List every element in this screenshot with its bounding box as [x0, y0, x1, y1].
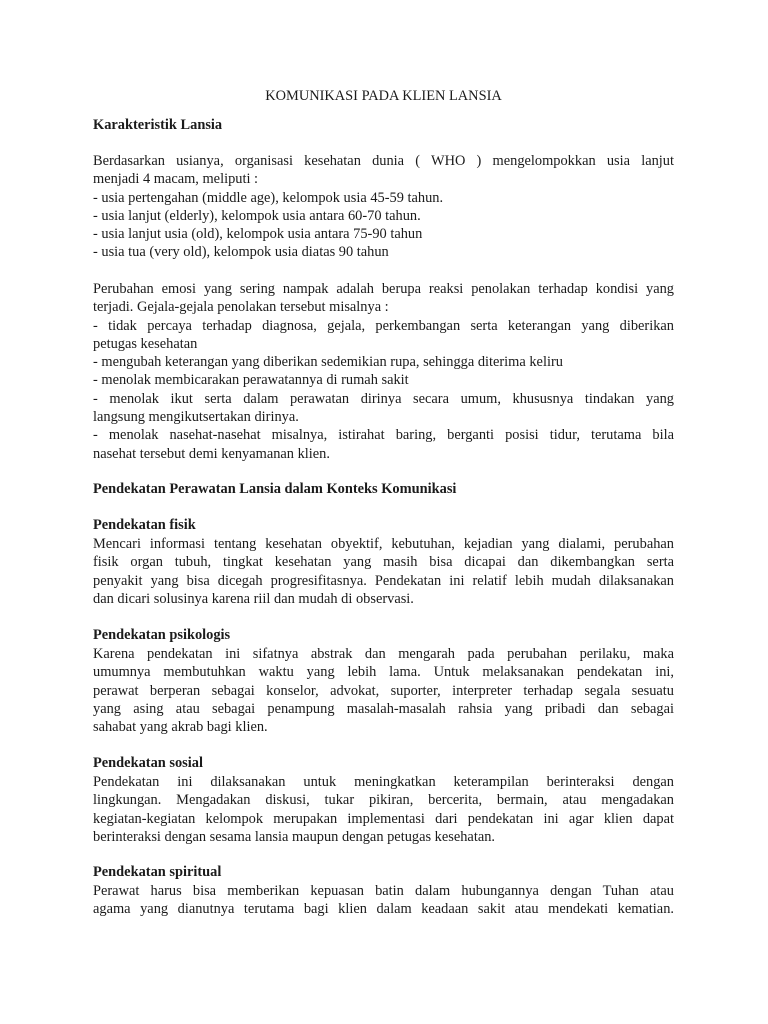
text-line: umumnya membutuhkan waktu yang lebih lama. Untuk melaksanakan pendekatan ini,: [93, 664, 674, 681]
text-line: kegiatan-kegiatan kelompok merupakan implementasi dari pendekatan ini agar klien dapat: [93, 810, 674, 827]
text-line: Berdasarkan usianya, organisasi kesehatan dunia ( WHO ) mengelompokkan usia lanjut: [93, 153, 674, 169]
text-line: nasehat tersebut demi kenyamanan klien.: [93, 445, 330, 462]
text-line: penyakit yang bisa dicegah progresifitasnya. Pendekatan ini relatif lebih mudah dilaksanakan: [93, 572, 674, 589]
list-item: - menolak ikut serta dalam perawatan dirinya secara umum, khususnya tindakan yang: [93, 390, 674, 407]
list-item: - mengubah keterangan yang diberikan sedemikian rupa, sehingga diterima keliru: [93, 354, 563, 371]
text-line: berinteraksi dengan sesama lansia maupun dengan petugas kesehatan.: [93, 828, 495, 845]
heading-pendekatan-spiritual: Pendekatan spiritual: [93, 864, 222, 880]
list-item: - menolak nasehat-nasehat misalnya, istirahat baring, berganti posisi tidur, terutama bila: [93, 427, 674, 444]
text-line: Mencari informasi tentang kesehatan obyektif, kebutuhan, kejadian yang dialami, perubahan: [93, 536, 674, 552]
text-line: menjadi 4 macam, meliputi :: [93, 171, 259, 188]
text-line: Perubahan emosi yang sering nampak adalah berupa reaksi penolakan terhadap kondisi yang: [93, 281, 674, 297]
text-line: langsung mengikutsertakan dirinya.: [93, 409, 299, 426]
paragraph-perubahan-emosi: [93, 280, 674, 463]
heading-pendekatan-sosial: Pendekatan sosial: [93, 755, 203, 771]
paragraph-karakteristik: [93, 152, 674, 262]
list-item: - tidak percaya terhadap diagnosa, gejala, perkembangan serta keterangan yang diberikan: [93, 317, 674, 334]
paragraph-pendekatan-sosial: [93, 773, 674, 846]
list-item: - menolak membicarakan perawatannya di rumah sakit: [93, 372, 409, 389]
document-title: KOMUNIKASI PADA KLIEN LANSIA: [265, 88, 502, 104]
heading-pendekatan-fisik: Pendekatan fisik: [93, 517, 196, 533]
text-line: lingkungan. Mengadakan diskusi, tukar pikiran, bercerita, bermain, atau mengadakan: [93, 792, 674, 809]
list-item: - usia tua (very old), kelompok usia diatas 90 tahun: [93, 244, 389, 261]
text-line: perawat berperan sebagai konselor, advokat, suporter, interpreter terhadap segala sesuatu: [93, 682, 674, 699]
text-line: Karena pendekatan ini sifatnya abstrak dan mengarah pada perubahan perilaku, maka: [93, 646, 674, 662]
text-line: dan dicari solusinya karena riil dan mudah di observasi.: [93, 590, 414, 607]
list-item: - usia lanjut usia (old), kelompok usia antara 75-90 tahun: [93, 226, 423, 243]
heading-pendekatan-psikologis: Pendekatan psikologis: [93, 627, 231, 643]
text-line: sahabat yang akrab bagi klien.: [93, 719, 268, 736]
paragraph-pendekatan-spiritual: [93, 882, 674, 919]
text-line: terjadi. Gejala-gejala penolakan tersebut misalnya :: [93, 299, 389, 316]
text-line: Perawat harus bisa memberikan kepuasan batin dalam hubungannya dengan Tuhan atau: [93, 883, 674, 899]
text-line: petugas kesehatan: [93, 335, 198, 352]
heading-karakteristik-lansia: Karakteristik Lansia: [93, 117, 223, 133]
paragraph-pendekatan-fisik: [93, 535, 674, 608]
list-item: - usia lanjut (elderly), kelompok usia antara 60-70 tahun.: [93, 207, 421, 224]
list-item: - usia pertengahan (middle age), kelompok usia 45-59 tahun.: [93, 189, 444, 206]
text-line: Pendekatan ini dilaksanakan untuk meningkatkan keterampilan berinteraksi dengan: [93, 774, 674, 790]
text-line: fisik organ tubuh, tingkat kesehatan yang masih bisa dicapai dan dikembangkan serta: [93, 554, 674, 571]
text-line: agama yang dianutnya terutama bagi klien dalam keadaan sakit atau mendekati kematian.: [93, 901, 674, 918]
paragraph-pendekatan-psikologis: [93, 645, 674, 736]
heading-pendekatan-perawatan: Pendekatan Perawatan Lansia dalam Konteks Komunikasi: [93, 481, 457, 497]
text-line: yang asing atau sebagai penampung masalah-masalah rahsia yang pribadi dan sebagai: [93, 700, 674, 717]
